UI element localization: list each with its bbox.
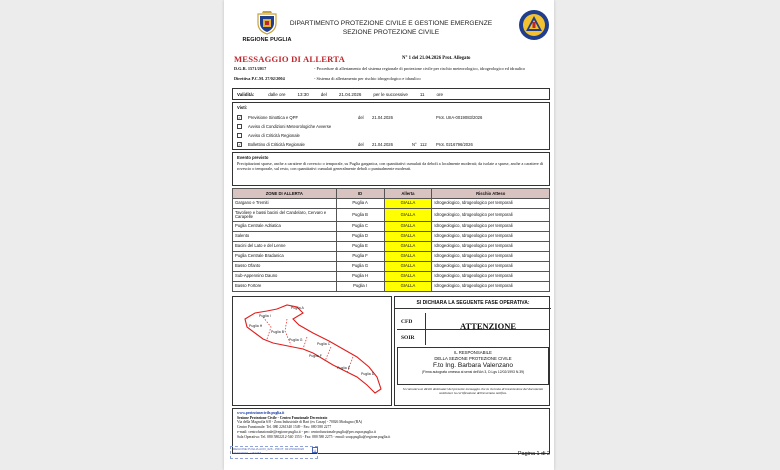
visti-item: Avviso di Condizioni Meteorologiche Avverse	[237, 122, 549, 130]
website-link[interactable]: www.protezionecivile.puglia.it	[237, 411, 285, 415]
directive-label: Direttiva P.C.M. 27/02/2004	[234, 76, 285, 81]
alert-zones-table	[232, 188, 550, 292]
map-label: Puglia I	[259, 314, 271, 318]
dgr-text: - Procedure di allertamento del sistema regionale di protezione civile per rischio meteorologico, idrogeologico ed idraulico	[314, 66, 526, 71]
evento-heading: Evento previsto	[237, 155, 269, 160]
phase-heading: SI DICHIARA LA SEGUENTE FASE OPERATIVA:	[395, 297, 551, 309]
puglia-map-icon	[233, 297, 393, 407]
table-header-row: ZONE DI ALLERTA ID Allerta Rischio Atteso	[233, 189, 550, 199]
message-title: MESSAGGIO DI ALLERTA	[234, 54, 345, 64]
department-title: DIPARTIMENTO PROTEZIONE CIVILE E GESTIONE EMERGENZE SEZIONE PROTEZIONE CIVILE	[289, 20, 493, 36]
directive-text: - Sistema di allertamento per rischio idrogeologico e idraulico	[314, 76, 421, 81]
message-block	[232, 54, 550, 88]
document-header	[224, 0, 554, 50]
responsible-name: F.to Ing. Barbara Valenzano	[432, 362, 514, 369]
table-row: Sub-Appennino Dauno Puglia H GIALLA Idrogeologico, Idrogeologico per temporali	[233, 272, 550, 282]
protocol-stamp: REGIONE PUGLIA AOO_026 - PROT. 0217060/2026 21/04/2026 - USCITA	[230, 446, 318, 459]
alert-level-badge: GIALLA	[384, 199, 432, 209]
contact-footer: www.protezionecivile.puglia.it Sezione Protezione Civile - Centro Funzionale Decentrato Via della Magnolia 6/8 - Zona Industriale di Bari (ex Casap) - 70026 Modugno (BA) Centro Funzionale: Tel. 080 2261340 1549 - Fax: 080 580 2277 e-mail: centrofunzionale@regione.puglia.it - pec: centrofunzionale.puglia@pec.rupar.puglia.it Sala Operativa: Tel. 080 5802212-540 1553 - Fax: 080 580 2275 - email: soup.puglia@regione.puglia.it	[232, 408, 550, 454]
alert-level-badge: GIALLA	[384, 272, 432, 282]
evento-previsto	[232, 152, 550, 186]
checkbox-checked-icon: ✓	[238, 141, 242, 147]
map-label: Puglia C	[317, 342, 331, 346]
alert-level-badge: GIALLA	[384, 252, 432, 262]
visti-section	[232, 102, 550, 150]
map-label: Puglia D	[361, 372, 375, 376]
alert-level-badge: GIALLA	[384, 209, 432, 222]
page-number: Pagina 1 di 2	[517, 451, 550, 457]
table-row: Basso Ofanto Puglia G GIALLA Idrogeologico, Idrogeologico per temporali	[233, 262, 550, 272]
document-page	[224, 0, 554, 470]
visti-heading: Visti:	[237, 105, 248, 110]
table-row: Bacini del Lato e del Lenne Puglia E GIALLA Idrogeologico, Idrogeologico per temporali	[233, 242, 550, 252]
alert-level-badge: GIALLA	[384, 282, 432, 292]
protezione-civile-logo	[518, 9, 550, 41]
visti-item: ✓ Previsione Sinottica e QPF del 21.04.2026 Prot. UIIA-0019083/2026	[238, 114, 483, 120]
region-name: REGIONE PUGLIA	[242, 37, 292, 43]
table-row: Basso Fortore Puglia I GIALLA Idrogeologico, Idrogeologico per temporali	[233, 282, 550, 292]
map-label: Puglia B	[271, 330, 285, 334]
alert-level-badge: GIALLA	[384, 232, 432, 242]
soir-label: SOIR	[401, 335, 415, 341]
validity-row: Validità: dalle ore 13:30 del 21.04.2026 per le successive 11 ore	[232, 88, 550, 100]
stamp-mark: U	[313, 448, 317, 453]
evento-text: Precipitazioni sparse, anche a carattere di rovescio o temporale, su Puglia garganica, con quantitativi cumulati da deboli a localmente moderati; da isolate a sparse, anche a carattere di rovescio o temporale, sul resto, con quantitativi cumulati generalmente deboli o puntualmente moderati.	[237, 160, 544, 171]
alert-level-badge: GIALLA	[384, 262, 432, 272]
operational-phase-box	[394, 296, 550, 406]
phase-value: ATTENZIONE	[459, 321, 517, 331]
puglia-alert-map	[232, 296, 392, 406]
checkbox-checked-icon: ✓	[238, 114, 242, 120]
checkbox-empty-icon	[237, 133, 242, 138]
map-label: Puglia A	[291, 306, 304, 310]
table-row: Tavoliere e bassi bacini del Candelaro, Cervaro e Carapelle Puglia B GIALLA Idrogeologico, Idrogeologico per temporali	[233, 209, 550, 222]
checkbox-empty-icon	[237, 124, 242, 129]
cfd-label: CFD	[401, 319, 413, 325]
table-row: Puglia Centrale Bradanica Puglia F GIALLA Idrogeologico, Idrogeologico per temporali	[233, 252, 550, 262]
message-number: N° 1 del 21.04.2026 Prot. Allegato	[402, 56, 471, 61]
map-label: Puglia F	[309, 354, 322, 358]
coat-of-arms-icon	[256, 9, 278, 35]
alert-level-badge: GIALLA	[384, 242, 432, 252]
map-label: Puglia G	[289, 338, 303, 342]
alert-level-badge: GIALLA	[384, 222, 432, 232]
table-row: Salento Puglia D GIALLA Idrogeologico, Idrogeologico per temporali	[233, 232, 550, 242]
visti-item: Avviso di Criticità Regionale	[237, 131, 549, 139]
visti-item: ✓ Bollettino di Criticità Regionale del 21.04.2026 N° 112 Prot. 0216796/2026	[238, 141, 473, 147]
table-row: Gargano e Tremiti Puglia A GIALLA Idrogeologico, Idrogeologico per temporali	[233, 199, 550, 209]
table-row: Puglia Centrale Adriatica Puglia C GIALLA Idrogeologico, Idrogeologico per temporali	[233, 222, 550, 232]
protezione-civile-emblem-icon	[518, 9, 550, 41]
map-label: Puglia H	[249, 324, 263, 328]
notification-note: Si comunica ai diretti destinatari del presente messaggio che la ricevuta di trasmissione del documento sostituisce la certificazione dell'avvenuta notifica.	[402, 387, 544, 396]
dgr-label: D.G.R. 1571/2017	[234, 66, 267, 71]
map-label: Puglia E	[337, 366, 351, 370]
responsible-block: IL RESPONSABILE DELLA SEZIONE PROTEZIONE CIVILE F.to Ing. Barbara Valenzano (Firma autografa omessa ai sensi dell'Art.3, D.Lgs 12/02/1993 N.39)	[397, 347, 549, 385]
